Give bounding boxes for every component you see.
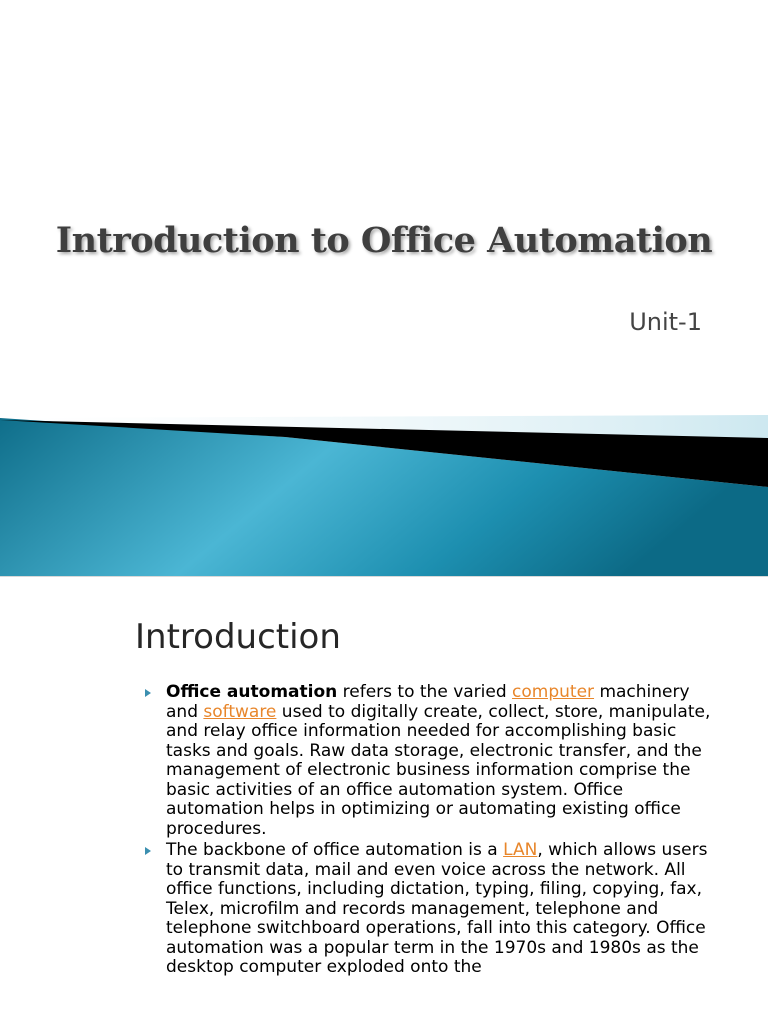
slide-heading: Introduction [135,617,341,657]
bullet-text: machinery and [166,682,690,722]
bullet-arrow-icon [145,847,151,855]
bullet-arrow-icon [145,689,151,697]
link-computer[interactable]: computer [512,682,595,702]
bullet-text: refers to the varied [337,682,513,702]
content-slide [0,576,768,1025]
link-lan[interactable]: LAN [503,840,538,860]
slide-title: Introduction to Office Automation [55,220,713,261]
bullet-text: The backbone of office automation is a [166,840,504,860]
bullet-text: , which allows users to transmit data, mail and even voice across the network. All office functions, including dictation, typing, filing, copying, fax, Telex, microfilm and records management, telephone and telephone switchboard operations, fall into this category. Office automation was a popular term in the 1970s and 1980s as the desktop computer exploded onto the [166,840,708,977]
bullet-text: used to digitally create, collect, store, manipulate, and relay office information needed for accomplishing basic tasks and goals. Raw data storage, electronic transfer, and the management of electronic business information comprise the basic activities of an office automation system. Office automation helps in optimizing or automating existing office procedures. [166,701,711,839]
list-item [143,841,723,978]
link-software[interactable]: software [203,701,277,722]
slide-subtitle: Unit-1 [629,308,702,336]
bullet-list [143,683,723,980]
decorative-wave-band [0,405,768,576]
list-item [143,683,723,839]
bold-term: Office automation [166,682,338,702]
